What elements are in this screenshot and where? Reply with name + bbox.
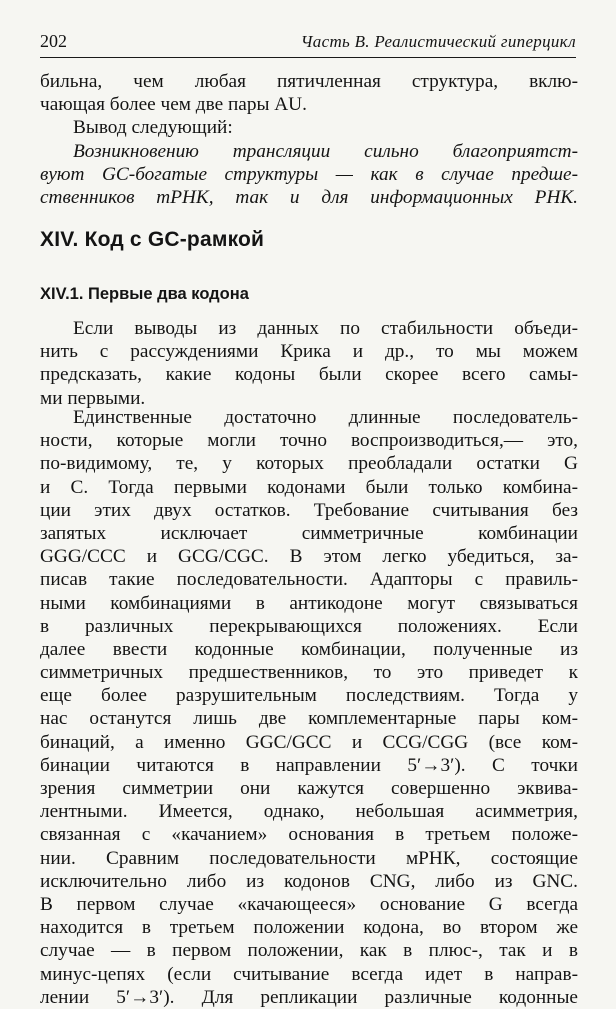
- text-line: чающая более чем две пары AU.: [40, 94, 307, 116]
- text-line: исключительно либо из кодонов CNG, либо из GNC.: [40, 870, 578, 892]
- text-line: GGG/CCC и GCG/CGC. В этом легко убедиться, за-: [40, 546, 578, 568]
- text-line: бинации читаются в направлении 5′→3′). С точки: [40, 754, 578, 776]
- conclusion-line: вуют GC-богатые структуры — как в случае предше-: [40, 163, 578, 185]
- text-line: нии. Сравним последовательности мРНК, состоящие: [40, 847, 578, 869]
- text-line: ми первыми.: [40, 387, 146, 409]
- text-line: далее ввести кодонные комбинации, полученные из: [40, 638, 578, 660]
- page-number: 202: [40, 31, 67, 51]
- text-line: лении 5′→3′). Для репликации различные кодонные: [40, 986, 578, 1008]
- text-line: писав такие последовательности. Адапторы с правиль-: [40, 569, 578, 591]
- text-line: в различных перекрывающихся положениях. Если: [40, 615, 578, 637]
- text-line: ными комбинациями в антикодоне могут связываться: [40, 592, 578, 614]
- text-line: В первом случае «качающееся» основание G всегда: [40, 893, 578, 915]
- conclusion-line: Возникновению трансляции сильно благоприятст-: [73, 140, 578, 162]
- intro-text: [40, 70, 578, 209]
- text-line: связанная с «качанием» основания в третьем положе-: [40, 824, 578, 846]
- text-line: ности, которые могли точно воспроизводиться,— это,: [40, 430, 578, 452]
- paragraph-1: [40, 317, 578, 410]
- text-line: нас останутся лишь две комплементарные пары ком-: [40, 708, 578, 730]
- running-header: [40, 31, 576, 58]
- conclusion-label: Вывод следующий:: [73, 117, 233, 139]
- text-line: нить с рассуждениями Крика и др., то мы можем: [40, 341, 578, 363]
- running-title: Часть В. Реалистический гиперцикл: [300, 32, 576, 51]
- text-line: Если выводы из данных по стабильности объеди-: [73, 318, 578, 339]
- text-line: бинаций, а именно GGC/GCC и CCG/CGG (все ком-: [40, 731, 578, 753]
- text-line: зрения симметрии они кажутся совершенно эквива-: [40, 778, 578, 799]
- text-line: по-видимому, те, у которых преобладали остатки G: [40, 453, 578, 475]
- text-line: лентными. Имеется, однако, небольшая асимметрия,: [40, 801, 578, 823]
- conclusion-line: ственников тРНК, так и для информационных РНК.: [40, 186, 578, 208]
- chapter-heading: XIV. Код с GC-рамкой: [40, 228, 265, 251]
- text-line: еще более разрушительным последствиям. Тогда у: [40, 685, 578, 707]
- paragraph-2: [40, 406, 578, 1009]
- text-line: случае — в первом положении, как в плюс-, так и в: [40, 940, 578, 962]
- text-line: запятых исключает симметричные комбинации: [40, 522, 578, 544]
- text-line: симметричных предшественников, то это приведет к: [40, 662, 578, 684]
- text-line: предсказать, какие кодоны были скорее всего самы-: [40, 364, 578, 386]
- text-line: и C. Тогда первыми кодонами были только комбина-: [40, 476, 578, 498]
- text-line: минус-цепях (если считывание всегда идет в направ-: [40, 963, 578, 985]
- text-line: ции этих двух остатков. Требование считывания без: [40, 499, 578, 521]
- text-line: Единственные достаточно длинные последователь-: [73, 407, 578, 428]
- text-line: бильна, чем любая пятичленная структура, вклю-: [40, 71, 578, 92]
- section-heading: XIV.1. Первые два кодона: [40, 285, 249, 303]
- text-line: находится в третьем положении кодона, во втором же: [40, 917, 578, 939]
